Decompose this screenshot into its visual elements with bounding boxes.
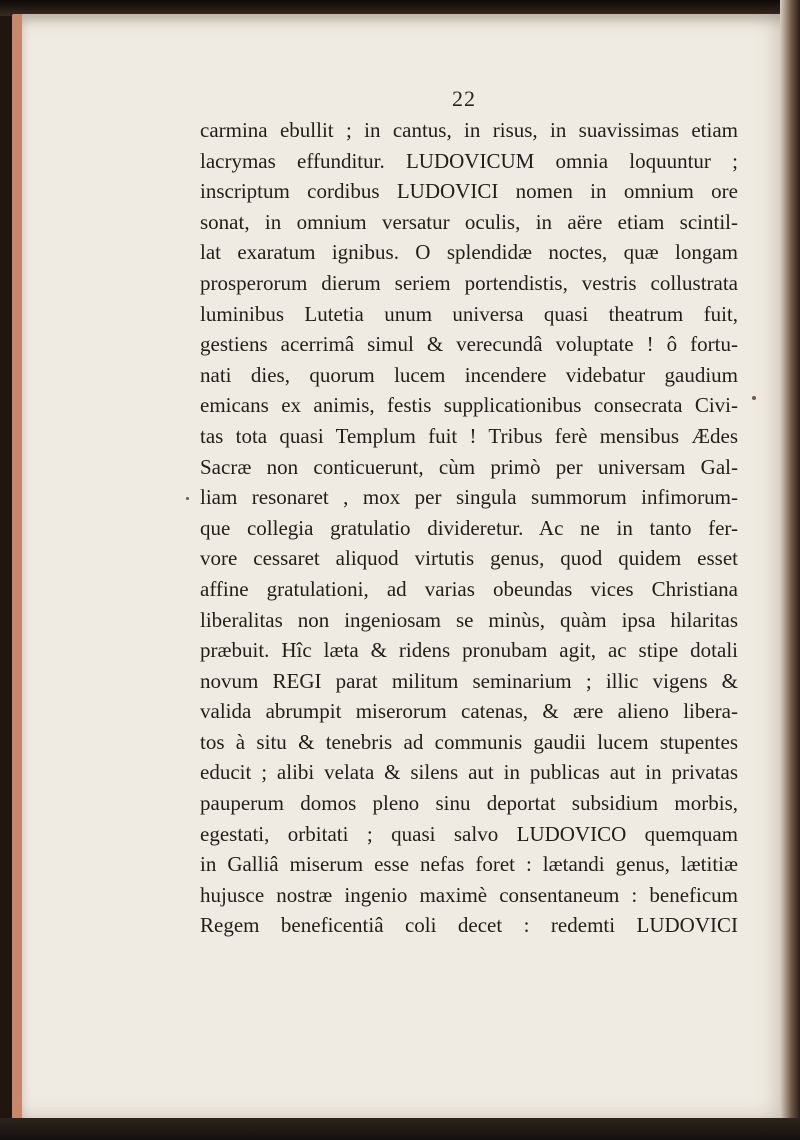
text-line: hujusce nostræ ingenio maximè consentaneum : beneficum	[200, 882, 738, 907]
page-number: 22	[452, 86, 476, 111]
text-line: prosperorum dierum seriem portendistis, vestris collustrata	[200, 270, 738, 295]
text-line: educit ; alibi velata & silens aut in publicas aut in privatas	[200, 760, 738, 785]
text-line: emicans ex animis, festis supplicationibus consecrata Civi-	[200, 393, 738, 418]
text-line: inscriptum cordibus LUDOVICI nomen in omnium ore	[200, 179, 738, 204]
text-line: lacrymas effunditur. LUDOVICUM omnia loquuntur ;	[200, 148, 738, 173]
text-line: tos à situ & tenebris ad communis gaudii lucem stupentes	[200, 729, 738, 754]
text-line: in Galliâ miserum esse nefas foret : lætandi genus, lætitiæ	[200, 852, 738, 877]
text-line: sonat, in omnium versatur oculis, in aëre etiam scintil-	[200, 209, 738, 234]
text-line: vore cessaret aliquod virtutis genus, quod quidem esset	[200, 546, 738, 571]
text-line: lat exaratum ignibus. O splendidæ noctes, quæ longam	[200, 240, 738, 265]
text-line: novum REGI parat militum seminarium ; illic vigens &	[200, 668, 738, 693]
book-right-edge	[780, 0, 800, 1140]
body-text	[200, 115, 738, 941]
text-line: egestati, orbitati ; quasi salvo LUDOVICO quemquam	[200, 821, 738, 846]
text-line: valida abrumpit miserorum catenas, & ære alieno libera-	[200, 699, 738, 724]
text-line: liberalitas non ingeniosam se minùs, quàm ipsa hilaritas	[200, 607, 738, 632]
text-line: gestiens acerrimâ simul & verecundâ voluptate ! ô fortu-	[200, 332, 738, 357]
book-bottom-edge	[0, 1118, 800, 1140]
text-line: que collegia gratulatio divideretur. Ac ne in tanto fer-	[200, 515, 738, 540]
text-line: luminibus Lutetia unum universa quasi theatrum fuit,	[200, 301, 738, 326]
text-line: affine gratulationi, ad varias obeundas vices Christiana	[200, 576, 738, 601]
text-line: nati dies, quorum lucem incendere videbatur gaudium	[200, 362, 738, 387]
text-line: pauperum domos pleno sinu deportat subsidium morbis,	[200, 791, 738, 816]
text-line: liam resonaret , mox per singula summorum infimorum-	[200, 485, 738, 510]
ink-speck	[752, 396, 756, 400]
text-line: tas tota quasi Templum fuit ! Tribus ferè mensibus Ædes	[200, 423, 738, 448]
text-line: Regem beneficentiâ coli decet : redemti LUDOVICI	[200, 913, 738, 938]
text-line: præbuit. Hîc læta & ridens pronubam agit, ac stipe dotali	[200, 638, 738, 663]
text-line: Sacræ non conticuerunt, cùm primò per universam Gal-	[200, 454, 738, 479]
text-line: carmina ebullit ; in cantus, in risus, in suavissimas etiam	[200, 118, 738, 142]
ink-speck	[186, 497, 189, 500]
